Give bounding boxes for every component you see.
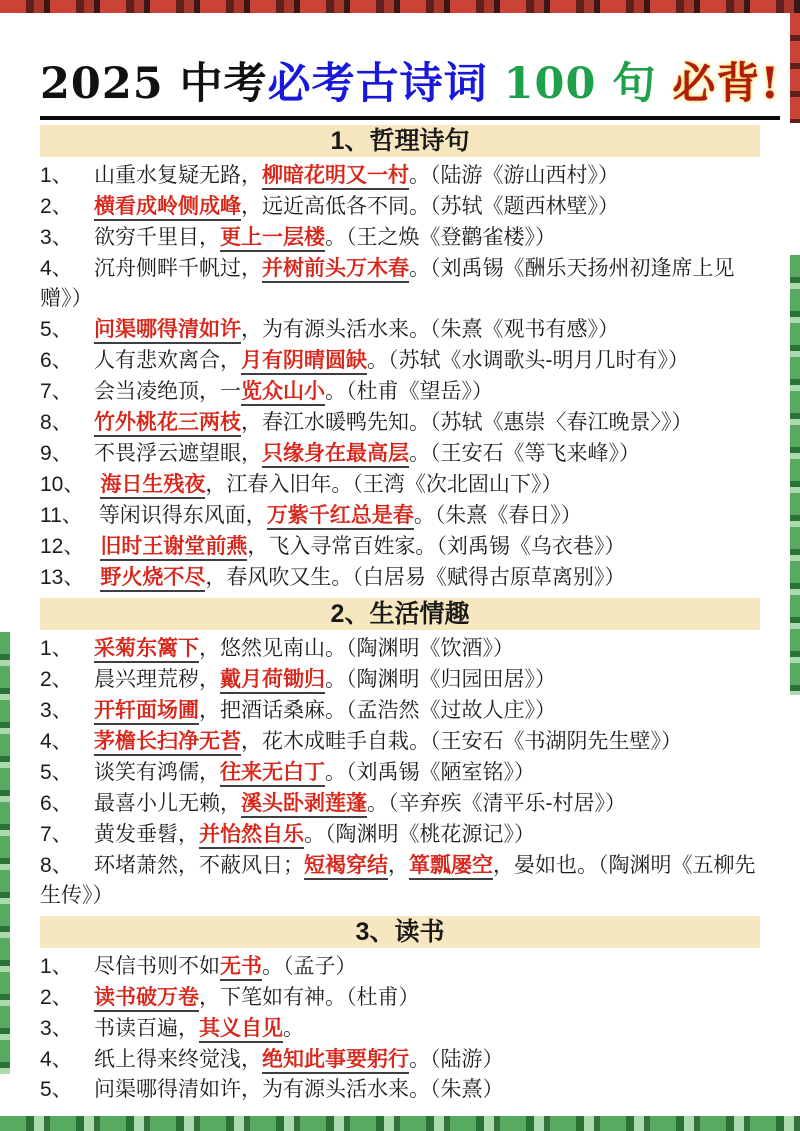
phrase-plain: 。（刘禹锡《陋室铭》）: [325, 761, 535, 785]
phrase-highlight: 并树前头万木春: [262, 255, 409, 283]
phrase-highlight: 万紫千红总是春: [267, 502, 414, 530]
phrase-highlight: 读书破万卷: [94, 984, 199, 1012]
item-number: 1、: [40, 955, 73, 979]
phrase-plain: ，远近高低各不同。（苏轼《题西林壁》）: [241, 195, 619, 219]
section: [40, 125, 760, 593]
title-segment: 必考古诗词: [267, 59, 488, 109]
phrase-plain: 纸上得来终觉浅，: [94, 1048, 262, 1072]
list-item: [40, 726, 760, 757]
item-number: 4、: [40, 730, 73, 754]
phrase-highlight: 往来无白丁: [220, 759, 325, 787]
list-item: [40, 664, 760, 695]
list-item: [40, 500, 760, 531]
phrase-plain: 。（陶渊明《桃花源记》）: [304, 823, 535, 847]
phrase-plain: 谈笑有鸿儒，: [94, 761, 220, 785]
item-number: 1、: [40, 637, 73, 661]
phrase-plain: 欲穷千里目，: [94, 226, 220, 250]
list-item: [40, 376, 760, 407]
phrase-highlight: 览众山小: [241, 378, 325, 406]
phrase-plain: 。（陆游《游山西村》）: [409, 164, 619, 188]
phrase-highlight: 柳暗花明又一村: [262, 162, 409, 190]
phrase-plain: 书读百遍，: [94, 1017, 199, 1041]
phrase-plain: 最喜小儿无赖，: [94, 792, 241, 816]
item-number: 11、: [40, 504, 83, 528]
content-column: [40, 0, 781, 1105]
section: [40, 916, 760, 1105]
list-item: [40, 469, 760, 500]
item-number: 2、: [40, 668, 73, 692]
phrase-plain: ，下笔如有神。（杜甫）: [199, 986, 420, 1010]
phrase-highlight: 无书: [220, 953, 262, 981]
phrase-plain: 会当凌绝顶，一: [94, 380, 241, 404]
item-number: 2、: [40, 986, 73, 1010]
item-number: 13、: [40, 566, 85, 590]
list-item: [40, 191, 760, 222]
list-item: [40, 531, 760, 562]
phrase-plain: ，春江水暖鸭先知。（苏轼《惠崇〈春江晚景〉》）: [241, 411, 693, 435]
list-item: [40, 314, 760, 345]
phrase-highlight: 茅檐长扫净无苔: [94, 728, 241, 756]
item-number: 5、: [40, 761, 73, 785]
washi-tape-right: [790, 255, 800, 695]
phrase-plain: 不畏浮云遮望眼，: [94, 442, 262, 466]
phrase-highlight: 海日生残夜: [100, 471, 205, 499]
item-number: 6、: [40, 349, 73, 373]
item-number: 12、: [40, 535, 85, 559]
item-number: 7、: [40, 380, 73, 404]
phrase-plain: 环堵萧然，不蔽风日；: [94, 854, 304, 878]
phrase-plain: 。: [283, 1017, 304, 1041]
phrase-plain: 。（王之焕《登鹳雀楼》）: [325, 226, 556, 250]
phrase-plain: 沉舟侧畔千帆过，: [94, 257, 262, 281]
item-number: 4、: [40, 257, 73, 281]
phrase-plain: 。（杜甫《望岳》）: [325, 380, 493, 404]
list-item: [40, 407, 760, 438]
washi-tape-right-top: [790, 13, 800, 123]
phrase-highlight: 更上一层楼: [220, 224, 325, 252]
sections-container: [40, 125, 760, 1105]
section-heading: 1、哲理诗句: [40, 125, 760, 157]
phrase-plain: 。（苏轼《水调歌头-明月几时有》）: [367, 349, 689, 373]
phrase-highlight: 野火烧不尽: [100, 564, 205, 592]
phrase-highlight: 短褐穿结: [304, 852, 388, 880]
item-number: 7、: [40, 823, 73, 847]
phrase-plain: ，江春入旧年。（王湾《次北固山下》）: [205, 473, 563, 497]
item-number: 1、: [40, 164, 73, 188]
list-item: [40, 345, 760, 376]
phrase-plain: 。（辛弃疾《清平乐-村居》）: [367, 792, 626, 816]
title-segment: 必背!: [672, 59, 781, 109]
phrase-highlight: 开轩面场圃: [94, 697, 199, 725]
phrase-plain: 等闲识得东风面，: [98, 504, 267, 528]
phrase-plain: 晨兴理荒秽，: [94, 668, 220, 692]
washi-tape-bottom: [0, 1116, 800, 1131]
item-number: 3、: [40, 1017, 73, 1041]
phrase-plain: 尽信书则不如: [94, 955, 220, 979]
item-number: 4、: [40, 1048, 73, 1072]
list-item: [40, 695, 760, 726]
list-item: [40, 850, 760, 911]
phrase-highlight: 并怡然自乐: [199, 821, 304, 849]
item-number: 10、: [40, 473, 85, 497]
phrase-plain: ，飞入寻常百姓家。（刘禹锡《乌衣巷》）: [247, 535, 626, 559]
item-number: 2、: [40, 195, 73, 219]
list-item: [40, 253, 760, 314]
phrase-highlight: 竹外桃花三两枝: [94, 409, 241, 437]
phrase-plain: 。（朱熹《春日》）: [413, 504, 582, 528]
phrase-highlight: 月有阴晴圆缺: [241, 347, 367, 375]
phrase-plain: 。（孟子）: [262, 955, 357, 979]
list-item: [40, 222, 760, 253]
list-item: [40, 819, 760, 850]
item-number: 8、: [40, 411, 73, 435]
list-item: [40, 788, 760, 819]
phrase-highlight: 溪头卧剥莲蓬: [241, 790, 367, 818]
phrase-plain: 。（刘禹锡《酬乐天扬州初逢席上见赠》）: [40, 257, 735, 311]
phrase-plain: ，花木成畦手自栽。（王安石《书湖阴先生壁》）: [241, 730, 682, 754]
item-number: 9、: [40, 442, 73, 466]
title-segment: 100 句: [487, 59, 673, 109]
phrase-plain: 。（陶渊明《归园田居》）: [325, 668, 556, 692]
phrase-plain: 问渠哪得清如许，为有源头活水来。（朱熹）: [94, 1078, 504, 1102]
item-number: 5、: [40, 1078, 73, 1102]
phrase-plain: 山重水复疑无路，: [94, 164, 262, 188]
list-item: [40, 1013, 760, 1044]
phrase-plain: 。（王安石《等飞来峰》）: [409, 442, 640, 466]
item-number: 3、: [40, 226, 73, 250]
list-item: [40, 757, 760, 788]
item-number: 5、: [40, 318, 73, 342]
washi-tape-left: [0, 632, 10, 1074]
phrase-plain: 黄发垂髫，: [94, 823, 199, 847]
phrase-plain: 。（陆游）: [409, 1048, 504, 1072]
list-item: [40, 160, 760, 191]
phrase-plain: ，春风吹又生。（白居易《赋得古原草离别》）: [205, 566, 626, 590]
phrase-highlight: 其义自见: [199, 1015, 283, 1043]
section: [40, 598, 760, 911]
section-heading: 3、读书: [40, 916, 760, 948]
item-number: 8、: [40, 854, 73, 878]
list-item: [40, 1075, 760, 1105]
title-wrap: [40, 59, 781, 120]
list-item: [40, 982, 760, 1013]
phrase-highlight: 旧时王谢堂前燕: [100, 533, 247, 561]
item-number: 6、: [40, 792, 73, 816]
phrase-highlight: 横看成岭侧成峰: [94, 193, 241, 221]
list-item: [40, 633, 760, 664]
phrase-plain: ，悠然见南山。（陶渊明《饮酒》）: [199, 637, 514, 661]
title-segment: 2025 中考: [40, 59, 268, 109]
phrase-plain: ，: [388, 854, 409, 878]
phrase-highlight: 只缘身在最高层: [262, 440, 409, 468]
section-heading: 2、生活情趣: [40, 598, 760, 630]
phrase-highlight: 箪瓢屡空: [409, 852, 493, 880]
phrase-highlight: 采菊东篱下: [94, 635, 199, 663]
phrase-highlight: 绝知此事要躬行: [262, 1046, 409, 1074]
list-item: [40, 1044, 760, 1075]
list-item: [40, 951, 760, 982]
item-number: 3、: [40, 699, 73, 723]
phrase-plain: ，把酒话桑麻。（孟浩然《过故人庄》）: [199, 699, 556, 723]
phrase-plain: ，晏如也。（陶渊明《五柳先生传》）: [40, 854, 756, 908]
phrase-plain: ，为有源头活水来。（朱熹《观书有感》）: [241, 318, 619, 342]
phrase-plain: 人有悲欢离合，: [94, 349, 241, 373]
page-title: [40, 60, 780, 120]
list-item: [40, 562, 760, 593]
phrase-highlight: 问渠哪得清如许: [94, 316, 241, 344]
phrase-highlight: 戴月荷锄归: [220, 666, 325, 694]
list-item: [40, 438, 760, 469]
